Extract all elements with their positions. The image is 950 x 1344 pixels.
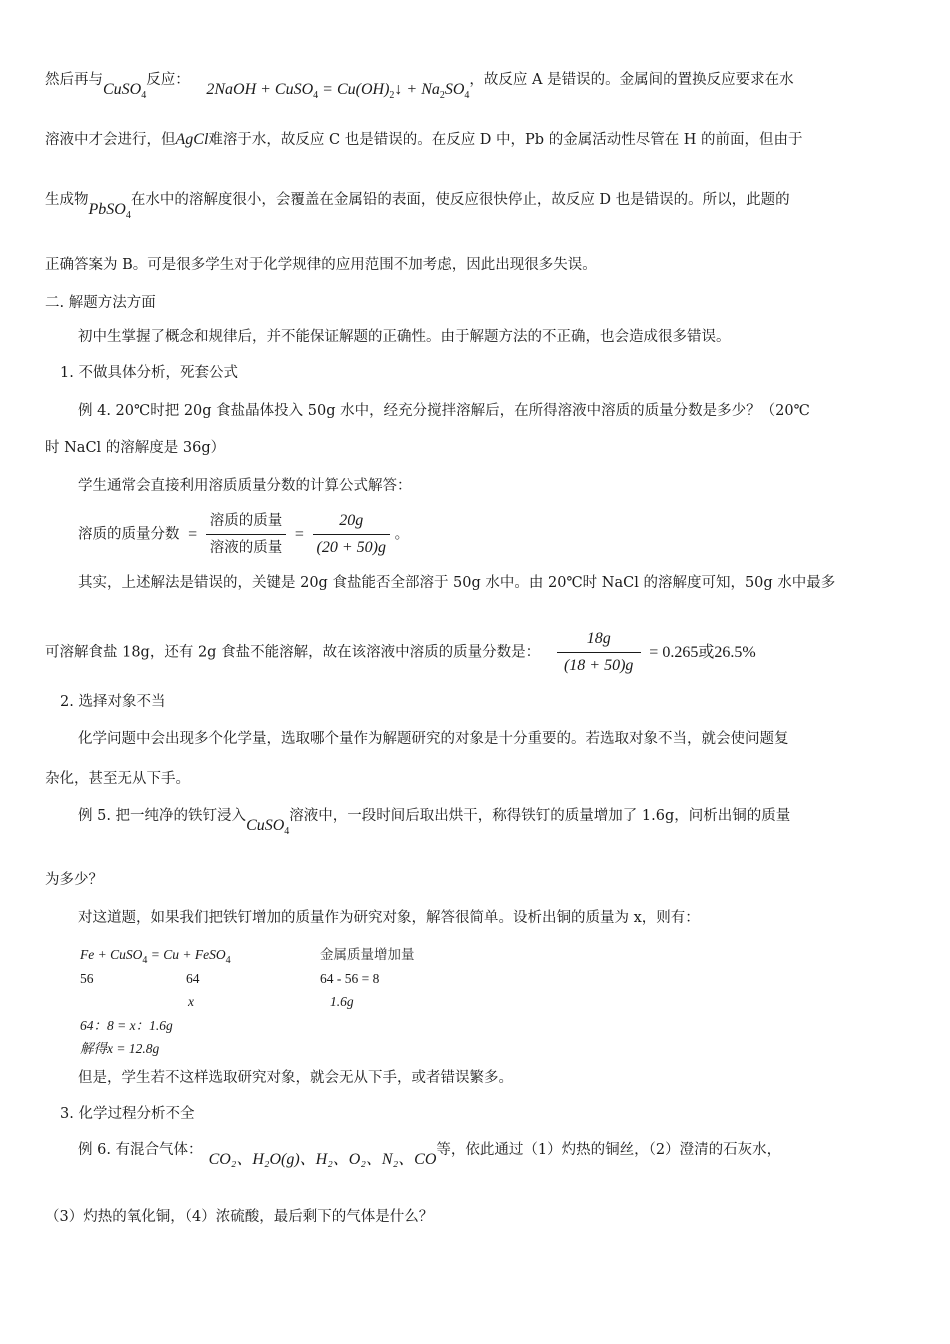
subheading-2: 2. 选择对象不当 bbox=[60, 694, 166, 710]
formula-agcl: AgCl bbox=[175, 131, 209, 148]
para-reaction-line bbox=[45, 70, 794, 101]
subheading-3: 3. 化学过程分析不全 bbox=[60, 1106, 195, 1122]
formula-cuso4: CuSO$_4$ bbox=[103, 81, 147, 101]
example-4-line2: 时 NaCl 的溶解度是 36g） bbox=[45, 440, 226, 456]
subheading-1: 1. 不做具体分析，死套公式 bbox=[60, 365, 238, 381]
calc-r2c1: 56 bbox=[80, 971, 94, 986]
calc-r2c3: 64 - 56 = 8 bbox=[320, 971, 380, 986]
formula-cuso4: CuSO$_4$ bbox=[246, 817, 290, 837]
para-answer: 正确答案为 B。可是很多学生对于化学规律的应用范围不加考虑，因此出现很多失误。 bbox=[45, 257, 597, 273]
para-correct-answer: 可溶解食盐 18g，还有 2g 食盐不能溶解，故在该溶液中溶质的质量分数是： $\frac{18g}{(18 + 50)g}$ = 0.265或26.5% bbox=[45, 630, 756, 674]
para-formula-intro: 学生通常会直接利用溶质质量分数的计算公式解答： bbox=[78, 478, 412, 494]
para-object-choice-cont: 杂化，甚至无从下手。 bbox=[45, 771, 190, 787]
formula-gas-mixture: CO₂、H₂O(g)、H₂、O₂、N₂、CO bbox=[208, 1151, 437, 1168]
formula-pbso4: PbSO$_4$ bbox=[88, 201, 131, 221]
example-5-line1: 例 5. 把一纯净的铁钉浸入CuSO$_4$溶液中，一段时间后取出烘干，称得铁钉的质量增加了 1.6g，问析出铜的质量 bbox=[78, 808, 791, 837]
para-warning: 但是，学生若不这样选取研究对象，就会无从下手，或者错误繁多。 bbox=[78, 1070, 513, 1086]
equation-naoh-cuso4: 2NaOH + CuSO$_4$ = $Cu(OH)_2↓ + Na_2SO_4$ bbox=[206, 81, 470, 101]
example-6-line2: （3）灼热的氧化铜，（4）浓硫酸，最后剩下的气体是什么？ bbox=[45, 1209, 434, 1225]
text: 然后再与 bbox=[45, 72, 103, 88]
para-object-choice: 化学问题中会出现多个化学量，选取哪个量作为解题研究的对象是十分重要的。若选取对象不当，就会使问题复 bbox=[78, 731, 789, 747]
example-6-line1: 例 6. 有混合气体：CO₂、H₂O(g)、H₂、O₂、N₂、CO等，依此通过（1）灼热的铜丝，（2）澄清的石灰水， bbox=[78, 1142, 782, 1168]
para-approach: 对这道题，如果我们把铁钉增加的质量作为研究对象，解答很简单。设析出铜的质量为 x，则有： bbox=[78, 910, 700, 926]
text: ，故反应 A 是错误的。金属间的置换反应要求在水 bbox=[469, 72, 794, 88]
section-heading-methods: 二. 解题方法方面 bbox=[45, 295, 156, 311]
para-correction: 其实，上述解法是错误的，关键是 20g 食盐能否全部溶于 50g 水中。由 20℃时 NaCl 的溶解度可知，50g 水中最多 bbox=[78, 575, 836, 591]
para-pbso4: 生成物PbSO$_4$在水中的溶解度很小，会覆盖在金属铅的表面，使反应很快停止，故反应 D 也是错误的。所以，此题的 bbox=[45, 192, 790, 221]
calc-equation: Fe + CuSO$_4$ = Cu + FeSO$_4$ bbox=[80, 947, 231, 966]
calc-label: 金属质量增加量 bbox=[320, 947, 415, 963]
calc-ratio: 64：8 = x：1.6g bbox=[80, 1018, 173, 1033]
calc-r3c2: x bbox=[188, 994, 194, 1009]
para-agcl: 溶液中才会进行，但AgCl难溶于水，故反应 C 也是错误的。在反应 D 中，Pb 的金属活动性尽管在 H 的前面，但由于 bbox=[45, 131, 803, 148]
calc-r2c2: 64 bbox=[186, 971, 200, 986]
formula-mass-fraction: 溶质的质量分数 = $\frac{\text{溶质的质量}}{\text{溶液的质量}}$ = $\frac{20g}{(20 + 50)g}$ 。 bbox=[78, 512, 410, 556]
text: 反应： bbox=[146, 72, 190, 88]
example-5-line2: 为多少？ bbox=[45, 872, 103, 888]
example-4-line1: 例 4. 20℃时把 20g 食盐晶体投入 50g 水中，经充分搅拌溶解后，在所得溶液中溶质的质量分数是多少？（20℃ bbox=[78, 403, 810, 419]
calc-r3c3: 1.6g bbox=[330, 994, 354, 1009]
para-intro: 初中生掌握了概念和规律后，并不能保证解题的正确性。由于解题方法的不正确，也会造成很多错误。 bbox=[78, 329, 731, 345]
calc-solve: 解得x = 12.8g bbox=[80, 1041, 160, 1056]
